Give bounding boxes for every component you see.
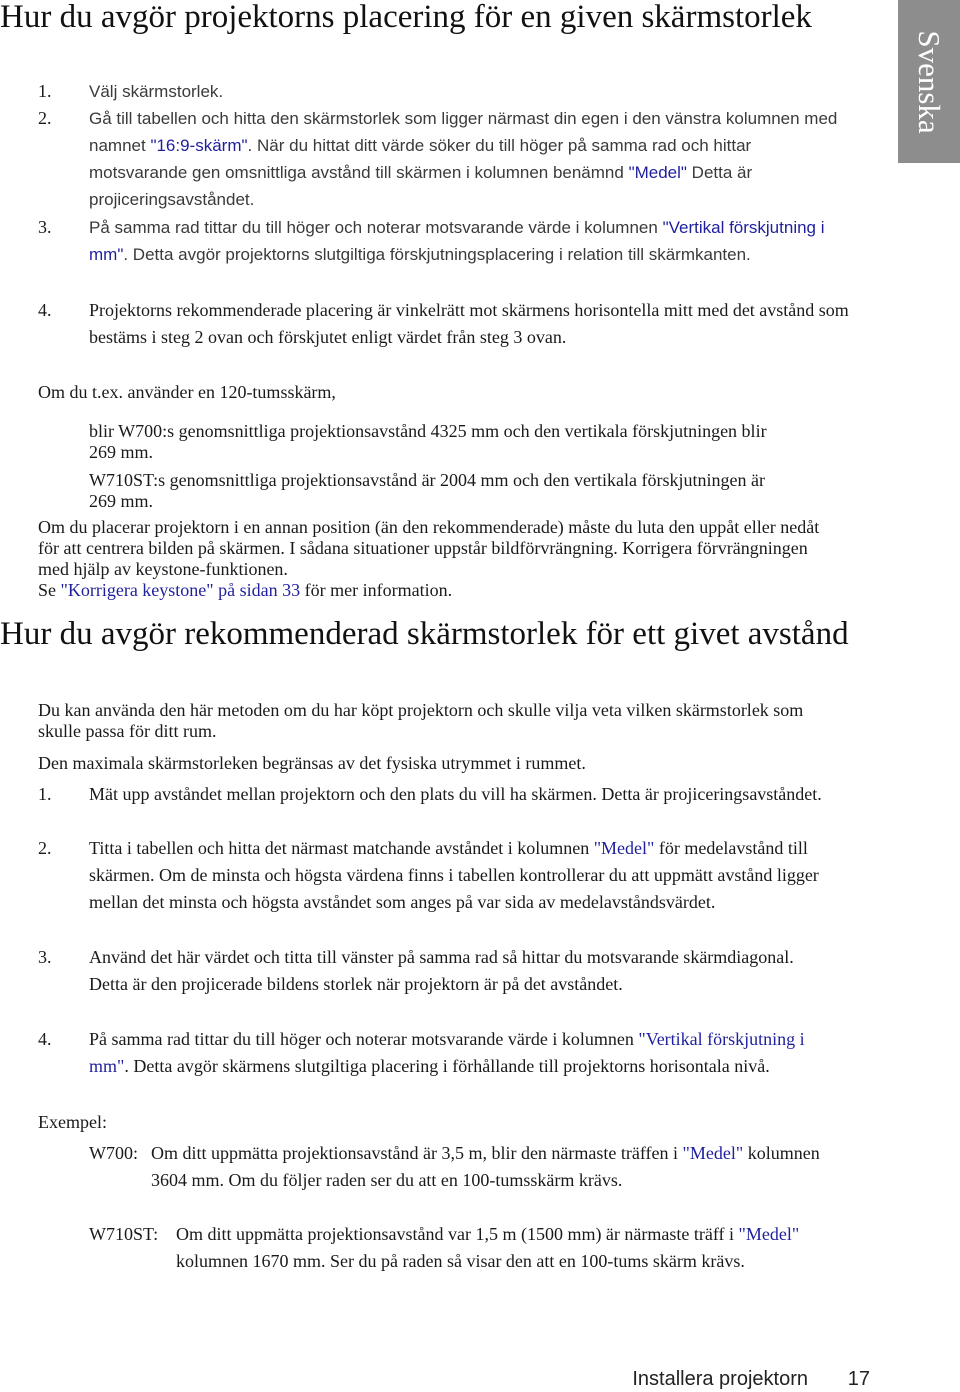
text-run: för medelavstånd till skärmen. Om de minsta och högsta värdena finns i tabellen kontrollerar du att uppmätt avstånd ligger mellan det minsta och högsta avståndet som anges på var sida av medelavståndsvärdet. [89,838,819,912]
step-number: 2. [38,838,52,858]
page-number: 17 [847,1368,870,1390]
section-heading: Hur du avgör rekommenderad skärmstorlek för ett givet avstånd [0,616,849,652]
section-heading: Hur du avgör projektorns placering för en given skärmstorlek [0,0,812,35]
inline-link[interactable]: "Medel" [593,838,655,858]
inline-link[interactable]: "Vertikal förskjutning i mm" [89,1029,805,1076]
text-run: Mät upp avståndet mellan projektorn och den plats du vill ha skärmen. Detta är projiceringsavståndet. [89,784,822,804]
step-text [89,78,849,105]
step-number: 1. [38,784,52,804]
language-tab-label: Svenska [912,29,947,134]
language-tab [898,0,960,163]
step-text [89,297,849,351]
text-run: Välj skärmstorlek. [89,82,224,101]
limit-paragraph: Den maximala skärmstorleken begränsas av det fysiska utrymmet i rummet. [38,753,586,773]
text-run: . Detta avgör skärmens slutgiltiga placering i förhållande till projektorns horisontala nivå. [124,1056,770,1076]
step-text [89,1026,849,1080]
adjust-paragraph: Om du placerar projektorn i en annan position (än den rekommenderade) måste du luta den uppåt eller nedåt för att centrera bilden på skärmen. I sådana situationer uppstår bildförvrängning. Korrigera förvrängningen med hjälp av keystone-funktionen. [38,517,820,579]
inline-link[interactable]: "Vertikal förskjutning i mm" [89,218,825,264]
example-w710st: W710ST:s genomsnittliga projektionsavstånd är 2004 mm och den vertikala förskjutningen är 269 mm. [89,470,765,511]
step-number: 2. [38,108,52,128]
text-run: Gå till tabellen och hitta den skärmstorlek som ligger närmast din egen i den vänstra kolumnen med namnet [89,109,838,155]
inline-link[interactable]: "Medel" [628,163,687,182]
example-model: W710ST: [89,1224,159,1244]
step-text [89,944,829,998]
see-suffix: för mer information. [300,580,453,600]
see-prefix: Se [38,580,61,600]
text-run: Detta är projiceringsavståndet. [89,163,753,209]
example-intro: Om du t.ex. använder en 120-tumsskärm, [38,382,336,402]
keystone-link[interactable]: "Korrigera keystone" på sidan 33 [60,580,301,600]
text-run: Använd det här värdet och titta till vänster på samma rad så hittar du motsvarande skärmdiagonal. Detta är den projicerade bildens storlek när projektorn är på det avståndet. [89,947,794,994]
text-run: Titta i tabellen och hitta det närmast matchande avståndet i kolumnen [89,838,594,858]
step-number: 1. [38,81,52,101]
inline-link[interactable]: "16:9-skärm" [150,136,248,155]
text-run: På samma rad tittar du till höger och noterar motsvarande värde i kolumnen [89,218,663,237]
example-text [176,1221,846,1275]
step-text [89,781,829,808]
step-text [89,214,849,268]
step-text [89,105,849,213]
step-number: 4. [38,1029,52,1049]
step-number: 4. [38,300,52,320]
text-run: Projektorns rekommenderade placering är vinkelrätt mot skärmens horisontella mitt med det avstånd som bestäms i steg 2 ovan och förskjutet enligt värdet från steg 3 ovan. [89,300,849,347]
step-text [89,835,829,916]
text-run: kolumnen 1670 mm. Ser du på raden så visar den att en 100-tums skärm krävs. [176,1251,745,1271]
example-text [151,1140,851,1194]
inline-link[interactable]: "Medel" [738,1224,800,1244]
example-w700: blir W700:s genomsnittliga projektionsavstånd 4325 mm och den vertikala förskjutningen blir 269 mm. [89,421,767,462]
text-run: Om ditt uppmätta projektionsavstånd var 1,5 m (1500 mm) är närmaste träff i [176,1224,739,1244]
examples-label: Exempel: [38,1112,107,1132]
text-run: . När du hittat ditt värde söker du till höger på samma rad och hittar motsvarande gen omsnittliga avstånd till skärmen i kolumnen benämnd [89,136,752,182]
text-run: Om ditt uppmätta projektionsavstånd är 3,5 m, blir den närmaste träffen i [151,1143,683,1163]
text-run: kolumnen 3604 mm. Om du följer raden ser du att en 100-tumsskärm krävs. [151,1143,820,1190]
text-run: . Detta avgör projektorns slutgiltiga förskjutningsplacering i relation till skärmkanten. [123,245,751,264]
see-also [38,580,858,601]
text-run: På samma rad tittar du till höger och noterar motsvarande värde i kolumnen [89,1029,639,1049]
example-model: W700: [89,1143,138,1163]
inline-link[interactable]: "Medel" [682,1143,744,1163]
footer-section-title: Installera projektorn [632,1368,808,1390]
intro-paragraph: Du kan använda den här metoden om du har köpt projektorn och skulle vilja veta vilken skärmstorlek som skulle passa för ditt rum. [38,700,804,741]
step-number: 3. [38,217,52,237]
step-number: 3. [38,947,52,967]
